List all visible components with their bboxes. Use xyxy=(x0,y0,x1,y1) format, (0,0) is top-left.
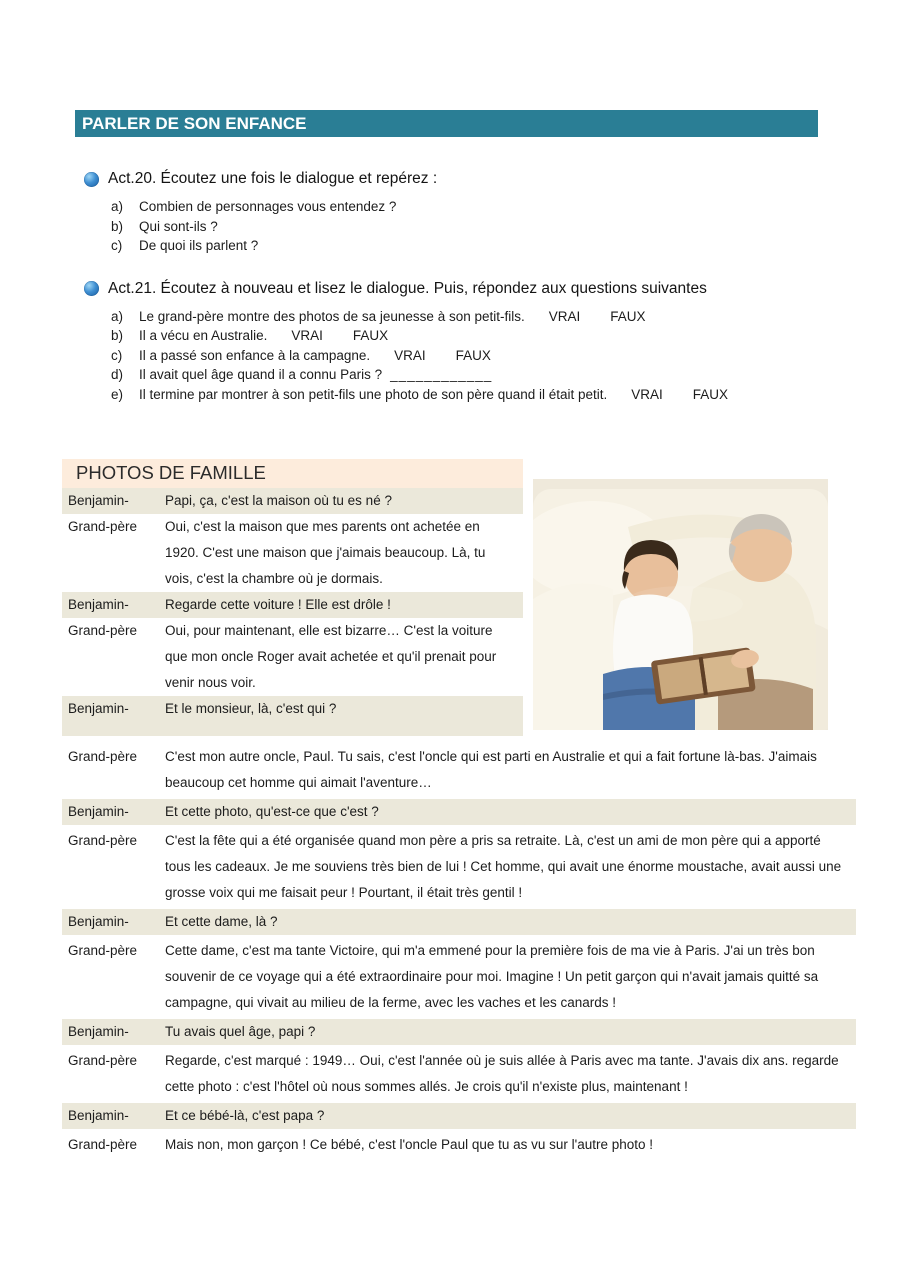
dialogue-section xyxy=(62,459,856,1158)
activity-20-items xyxy=(111,197,844,256)
item-text: Le grand-père montre des photos de sa jeunesse à son petit-fils. xyxy=(139,308,525,324)
item-text: Il a vécu en Australie. xyxy=(139,328,268,343)
question-item xyxy=(111,326,844,346)
speaker-name: Grand-père xyxy=(68,749,138,764)
audio-icon xyxy=(84,172,99,187)
speaker-name: Grand-père xyxy=(68,833,138,848)
dialogue-text: C'est la fête qui a été organisée quand mon père a pris sa retraite. Là, c'est un ami de mon père qui a apporté tous les cadeaux. Je me souviens très bien de lui ! Cet homme, qui avait une énorme moustache, avait aussi une grosse voix qui me faisait peur ! Pourtant, il était très gentil ! xyxy=(165,833,842,900)
dialogue-text: Regarde, c'est marqué : 1949… Oui, c'est l'année où je suis allée à Paris avec ma tante. J'avais dix ans. regarde cette photo : c'est l'hôtel où nous sommes allés. Je crois qu'il n'existe plus, maintenant ! xyxy=(165,1053,839,1094)
dialogue-row xyxy=(62,828,856,906)
dialogue-text: C'est mon autre oncle, Paul. Tu sais, c'est l'oncle qui est parti en Australie et qui a fait fortune là-bas. J'aimais beaucoup cet homme qui aimait l'aventure… xyxy=(165,749,817,790)
speaker-name: Benjamin- xyxy=(68,914,129,929)
speaker-name: Grand-père xyxy=(68,519,138,534)
speaker-name: Grand-père xyxy=(68,943,138,958)
item-text: Qui sont-ils ? xyxy=(139,218,218,234)
dialogue-row xyxy=(62,909,856,935)
speaker-name: Benjamin- xyxy=(68,1108,129,1123)
faux-option: FAUX xyxy=(692,386,729,402)
dialogue-text: Oui, c'est la maison que mes parents ont achetée en 1920. C'est une maison que j'aimais beaucoup. Là, tu vois, c'est la chambre où je dormais. xyxy=(165,519,486,586)
vrai-option: VRAI xyxy=(631,386,663,402)
item-text: Il termine par montrer à son petit-fils une photo de son père quand il était petit. xyxy=(139,386,608,402)
item-letter: c) xyxy=(111,238,123,253)
dialogue-text: Tu avais quel âge, papi ? xyxy=(165,1024,316,1039)
item-text: De quoi ils parlent ? xyxy=(139,238,259,253)
dialogue-row xyxy=(62,696,523,736)
dialogue-row xyxy=(62,1048,856,1100)
activity-20-title: Act.20. Écoutez une fois le dialogue et repérez : xyxy=(108,170,438,187)
vrai-option: VRAI xyxy=(394,347,426,363)
speaker-name: Benjamin- xyxy=(68,493,129,508)
dialogue-row xyxy=(62,1019,856,1045)
dialogue-row xyxy=(62,799,856,825)
question-item xyxy=(111,197,844,217)
question-item xyxy=(111,346,844,366)
speaker-name: Benjamin- xyxy=(68,701,129,716)
family-photo xyxy=(533,479,828,730)
dialogue-text: Oui, pour maintenant, elle est bizarre… C'est la voiture que mon oncle Roger avait achetée et qu'il prenait pour venir nous voir. xyxy=(165,623,497,690)
item-letter: b) xyxy=(111,218,124,234)
dialogue-text: Et cette dame, là ? xyxy=(165,914,278,929)
dialogue-row xyxy=(62,488,523,514)
question-item xyxy=(111,236,844,256)
speaker-name: Benjamin- xyxy=(68,597,129,612)
dialogue-text: Cette dame, c'est ma tante Victoire, qui m'a emmené pour la première fois de ma vie à Paris. J'ai un très bon souvenir de ce voyage qui a été extraordinaire pour moi. Imagine ! Un petit garçon qui n'avait jamais quitté sa campagne, qui vivait au milieu de la ferme, avec les vaches et les canards ! xyxy=(165,943,819,1010)
activity-21-items xyxy=(111,307,844,405)
page-title: PARLER DE SON ENFANCE xyxy=(75,110,818,137)
speaker-name: Grand-père xyxy=(68,623,138,638)
dialogue-row xyxy=(62,938,856,1016)
dialogue-row xyxy=(62,618,523,696)
speaker-name: Benjamin- xyxy=(68,1024,129,1039)
dialogue-row xyxy=(62,514,523,592)
faux-option: FAUX xyxy=(352,328,389,343)
item-letter: b) xyxy=(111,328,124,343)
activity-21-heading xyxy=(84,280,844,298)
speaker-name: Grand-père xyxy=(68,1137,138,1152)
activity-20-heading xyxy=(84,170,844,188)
item-letter: d) xyxy=(111,367,124,382)
dialogue-text: Et cette photo, qu'est-ce que c'est ? xyxy=(165,804,379,819)
faux-option: FAUX xyxy=(455,347,491,363)
question-item xyxy=(111,217,844,237)
audio-icon xyxy=(84,281,99,296)
dialogue-text: Papi, ça, c'est la maison où tu es né ? xyxy=(165,493,392,508)
speaker-name: Benjamin- xyxy=(68,804,129,819)
item-letter: e) xyxy=(111,386,124,402)
vrai-option: VRAI xyxy=(291,328,323,343)
activities-section xyxy=(84,170,844,404)
item-text: Il a passé son enfance à la campagne. xyxy=(139,347,371,363)
dialogue-row xyxy=(62,1103,856,1129)
item-text: Il avait quel âge quand il a connu Paris ? xyxy=(139,367,383,382)
question-item xyxy=(111,365,844,385)
item-letter: c) xyxy=(111,347,123,363)
item-text: Combien de personnages vous entendez ? xyxy=(139,199,397,214)
dialogue-text: Mais non, mon garçon ! Ce bébé, c'est l'oncle Paul que tu as vu sur l'autre photo ! xyxy=(165,1137,654,1152)
dialogue-title: PHOTOS DE FAMILLE xyxy=(62,459,523,488)
dialogue-text: Et le monsieur, là, c'est qui ? xyxy=(165,701,337,716)
vrai-option: VRAI xyxy=(548,308,581,324)
faux-option: FAUX xyxy=(610,308,646,324)
activity-21-title: Act.21. Écoutez à nouveau et lisez le dialogue. Puis, répondez aux questions suivantes xyxy=(108,279,707,297)
question-item xyxy=(111,385,844,405)
dialogue-row xyxy=(62,744,856,796)
question-item xyxy=(111,307,844,327)
dialogue-text: Regarde cette voiture ! Elle est drôle ! xyxy=(165,597,391,612)
dialogue-text: Et ce bébé-là, c'est papa ? xyxy=(165,1108,325,1123)
speaker-name: Grand-père xyxy=(68,1053,138,1068)
answer-blank: ____________ xyxy=(390,367,493,382)
dialogue-row xyxy=(62,1132,856,1158)
item-letter: a) xyxy=(111,308,124,324)
item-letter: a) xyxy=(111,199,124,214)
dialogue-row xyxy=(62,592,523,618)
